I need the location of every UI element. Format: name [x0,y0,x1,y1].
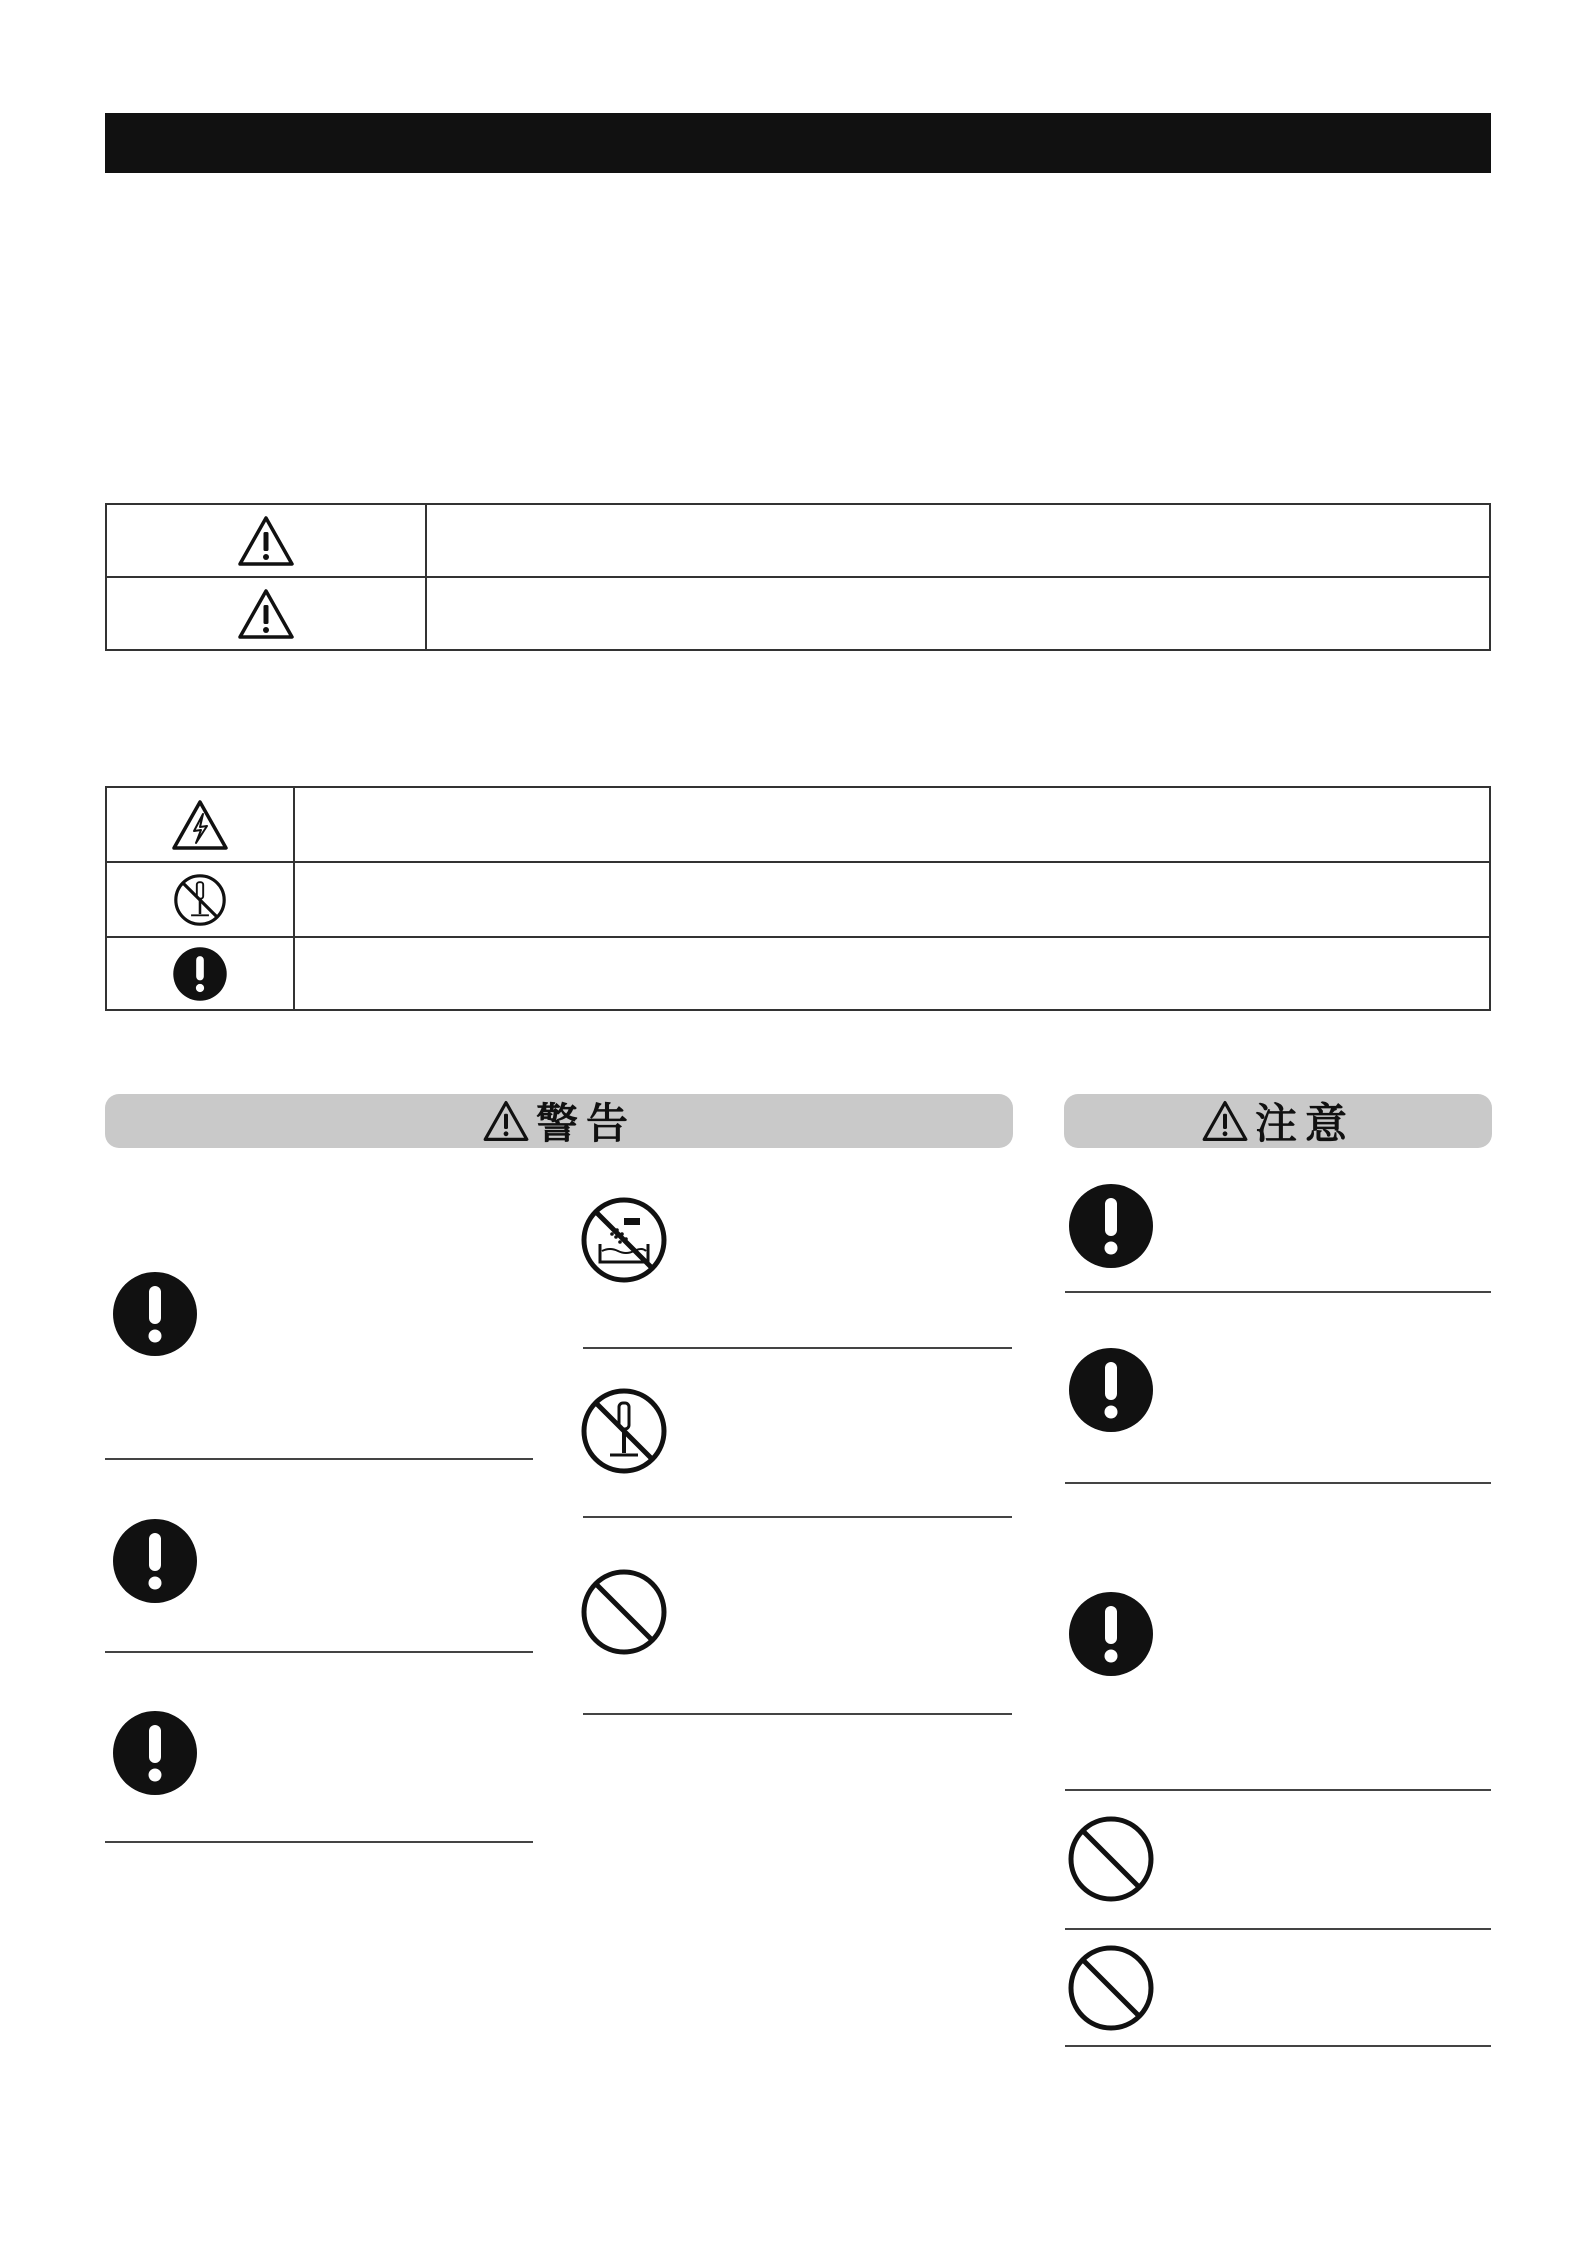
signal-word-table [105,503,1491,651]
mandatory-action-icon [111,1270,199,1358]
item-divider [1065,1928,1491,1930]
warning-header [105,1094,1013,1148]
no-water-exposure-icon [580,1196,668,1284]
mandatory-action-icon [1067,1590,1155,1678]
prohibition-icon [580,1568,668,1656]
warning-triangle-icon [482,1099,530,1143]
warning-header-label: 警告 [535,1099,636,1148]
item-divider [1065,1789,1491,1791]
item-divider [1065,1291,1491,1293]
caution-header [1064,1094,1492,1148]
prohibition-icon [1067,1815,1155,1903]
pictogram-legend-table [105,786,1491,1011]
no-disassembly-icon [580,1387,668,1475]
electric-shock-icon [170,798,230,852]
warning-triangle-icon [236,514,296,568]
item-divider [105,1841,533,1843]
prohibition-icon [1067,1944,1155,2032]
item-divider [1065,2045,1491,2047]
item-divider [583,1516,1012,1518]
signal-word-row-warning [106,504,1490,577]
pictogram-row-mandatory [106,937,1490,1010]
signal-word-row-caution [106,577,1490,650]
mandatory-action-icon [111,1517,199,1605]
caution-triangle-icon [236,587,296,641]
mandatory-action-icon [1067,1182,1155,1270]
pictogram-row-electric-shock [106,787,1490,862]
item-divider [105,1651,533,1653]
item-divider [1065,1482,1491,1484]
caution-triangle-icon [1201,1099,1249,1143]
caution-header-label: 注意 [1254,1099,1355,1148]
no-disassembly-icon [172,872,228,928]
pictogram-row-no-disassembly [106,862,1490,937]
item-divider [583,1347,1012,1349]
item-divider [105,1458,533,1460]
item-divider [583,1713,1012,1715]
mandatory-action-icon [172,946,228,1002]
mandatory-action-icon [1067,1346,1155,1434]
mandatory-action-icon [111,1709,199,1797]
page-title-bar [105,113,1491,173]
